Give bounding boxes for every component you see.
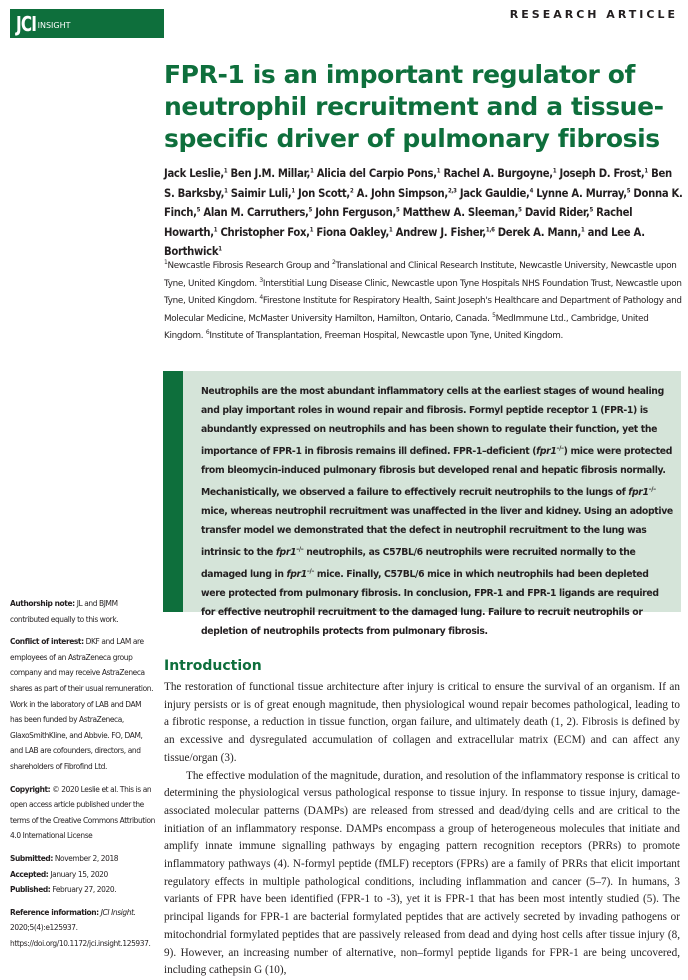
affiliation-number: 6 <box>205 329 210 337</box>
affiliation-text: Newcastle Fibrosis Research Group and <box>167 261 332 271</box>
accepted-date: Accepted: January 15, 2020 <box>10 868 108 879</box>
author-affiliation-marker: 1 <box>552 167 557 175</box>
author-affiliation-marker: 1 <box>213 225 218 233</box>
affiliation-text: Institute of Transplantation, Freeman Hospital, Newcastle upon Tyne, United Kingdom. <box>209 331 563 341</box>
author-affiliation-marker: 5 <box>396 206 400 214</box>
abstract-accent-bar <box>163 371 183 612</box>
author-name: Saimir Luli, <box>230 186 292 200</box>
affiliation-text: MedImmune Ltd., Cambridge, United Kingdom. <box>164 313 649 341</box>
intro-paragraph: The effective modulation of the magnitude, duration, and resolution of the inflammatory response is critical to determining the physiological versus pathological response to tissue injury. In response to tissue injury, damage-associated molecular patterns (DAMPs) are released from stressed and dead/dying cells and are critical to the initiation of an inflammatory response. DAMPs encompass a group of heterogeneous molecules that initiate and amplify innate immune signalling pathways by engaging pattern recognition receptors (PRRs) to promote inflammatory pathways (4). N-formyl peptide (fMLF) receptors (FPRs) are a family of PRRs that elicit important regulatory effects in multiple pathological conditions, including inflammation and cancer (5–7). In humans, 3 variants of FPR have been identified (FPR-1 to -3), yet it is FPR-1 that has been most intently studied (5). The principal ligands for FPR-1 are bacterial formylated peptides that are actively secreted by invading pathogens or mitochondrial formylated peptides that are passively released from dead and dying host cells after tissue injury (8, 9). However, an increasing number of alternative, non–formyl peptide ligands for FPR-1 are being uncovered, including cathepsin G (10), <box>164 769 680 977</box>
author-name: and Lee A. Borthwick <box>164 225 645 258</box>
affiliation-text: Interstitial Lung Disease Clinic, Newcastle upon Tyne Hospitals NHS Foundation Trust, Newcastle upon Tyne, United Kingdom. <box>164 278 682 306</box>
authorship-note: Authorship note: JL and BJMM contributed equally to this work. <box>10 598 119 624</box>
article-title: FPR-1 is an important regulator of neutrophil recruitment and a tissue-specific driver of pulmonary fibrosis <box>164 60 664 153</box>
author-affiliation-marker: 5 <box>518 206 522 214</box>
author-name: Jack Leslie, <box>164 167 224 180</box>
abstract-box <box>163 371 681 638</box>
author-affiliation-marker: 1 <box>223 167 228 175</box>
author-name: Alan M. Carruthers, <box>203 206 309 219</box>
logo-jci-text: JCI <box>16 11 37 36</box>
introduction-heading: Introduction <box>164 658 262 674</box>
affiliation-number: 3 <box>259 276 263 284</box>
author-name: Ben J.M. Millar, <box>230 167 311 180</box>
author-affiliation-marker: 1 <box>291 186 295 194</box>
author-name: Lynne A. Murray, <box>536 186 627 200</box>
author-affiliation-marker: 1 <box>436 167 441 175</box>
article-type-label: RESEARCH ARTICLE <box>509 8 678 21</box>
author-name: Donna K. Finch, <box>164 186 683 219</box>
author-name: Matthew A. Sleeman, <box>402 206 519 219</box>
doi-link[interactable]: 2020;5(4):e125937. https://doi.org/10.1172/jci.insight.125937. <box>10 922 151 948</box>
author-affiliation-marker: 5 <box>626 186 631 194</box>
dates <box>10 851 155 898</box>
conflict-of-interest: Conflict of interest: DKF and LAM are employees of an AstraZeneca group company and may receive AstraZeneca shares as part of their usual remuneration. Work in the laboratory of LAB and DAM has been funded by AstraZeneca, GlaxoSmithKline, and Abbvie. FO, DAM, and LAB are cofounders, directors, and shareholders of Fibrofind Ltd. <box>10 636 154 771</box>
author-name: Christopher Fox, <box>220 225 310 239</box>
author-name: John Ferguson, <box>315 206 396 219</box>
author-affiliation-marker: 1,6 <box>485 225 495 233</box>
author-name: Fiona Oakley, <box>316 225 389 239</box>
author-affiliation-marker: 1 <box>389 225 393 233</box>
author-name: Rachel A. Burgoyne, <box>443 167 553 180</box>
author-affiliation-marker: 2 <box>349 186 354 194</box>
author-name: Rachel Howarth, <box>164 206 633 239</box>
published-date: Published: February 27, 2020. <box>10 884 117 895</box>
author-affiliation-marker: 4 <box>529 186 534 194</box>
author-affiliation-marker: 1 <box>218 245 222 253</box>
abstract-text: Neutrophils are the most abundant inflammatory cells at the earliest stages of wound healing and play important roles in wound repair and fibrosis. Formyl peptide receptor 1 (FPR-1) is abundantly expressed on neutrophils and has been shown to regulate their function, yet the importance of FPR-1 in fibrosis remains ill defined. FPR-1–deficient (fpr1–/–) mice were protected from bleomycin-induced pulmonary fibrosis but developed renal and hepatic fibrosis normally. Mechanistically, we observed a failure to effectively recruit neutrophils to the lungs of fpr1–/– mice, whereas neutrophil recruitment was unaffected in the liver and kidney. Using an adoptive transfer model we demonstrated that the defect in neutrophil recruitment to the lung was intrinsic to the fpr1–/– neutrophils, as C57BL/6 neutrophils were recruited normally to the damaged lung in fpr1–/– mice. Finally, C57BL/6 mice in which neutrophils had been depleted were protected from pulmonary fibrosis. In conclusion, FPR-1 and FPR-1 ligands are required for effective neutrophil recruitment to the damaged lung. Failure to recruit neutrophils or depletion of neutrophils protects from pulmonary fibrosis. <box>201 386 673 638</box>
author-affiliation-marker: 1 <box>644 167 648 175</box>
affiliation-number: 5 <box>492 311 496 319</box>
author-affiliation-marker: 1 <box>310 167 314 175</box>
copyright-note: Copyright: © 2020 Leslie et al. This is an open access article published under the terms of the Creative Commons Attribution 4.0 International License <box>10 783 155 841</box>
author-affiliation-marker: 5 <box>589 206 593 214</box>
author-name: Alicia del Carpio Pons, <box>316 167 437 180</box>
author-name: Jon Scott, <box>298 186 350 200</box>
author-name: Ben S. Barksby, <box>164 167 672 200</box>
author-name: Jack Gauldie, <box>459 186 530 200</box>
affiliation-text: Firestone Institute for Respiratory Health, Saint Joseph's Healthcare and Department of Pathology and Molecular Medicine, McMaster University Hamilton, Hamilton, Ontario, Canada. <box>164 296 682 324</box>
logo-insight-text: insight <box>37 16 71 31</box>
author-name: David Rider, <box>524 206 590 219</box>
author-affiliation-marker: 1 <box>309 225 314 233</box>
submitted-date: Submitted: November 2, 2018 <box>10 852 119 863</box>
author-name: Derek A. Mann, <box>497 225 581 239</box>
author-affiliation-marker: 1 <box>224 186 228 194</box>
author-list <box>164 164 684 262</box>
affiliation-number: 1 <box>164 259 168 267</box>
affiliation-text: Translational and Clinical Research Institute, Newcastle University, Newcastle upon Tyne, United Kingdom. <box>164 261 677 289</box>
affiliation-number: 4 <box>259 294 263 302</box>
article-info-sidebar <box>10 596 155 958</box>
author-affiliation-marker: 1 <box>581 225 585 233</box>
author-name: A. John Simpson, <box>356 186 448 200</box>
affiliation-number: 2 <box>331 259 336 267</box>
author-affiliation-marker: 5 <box>308 206 312 214</box>
journal-logo <box>10 9 164 38</box>
reference-information: Reference information: JCI Insight. 2020;5(4):e125937. https://doi.org/10.1172/jci.insight.125937. <box>10 906 151 948</box>
author-name: Andrew J. Fisher, <box>395 225 486 239</box>
author-name: Joseph D. Frost, <box>559 167 645 180</box>
author-affiliation-marker: 5 <box>196 206 201 214</box>
intro-paragraph: The restoration of functional tissue architecture after injury is critical to ensure the survival of an organism. If an injury persists or is of great enough magnitude, then physiological wound repair becomes pathological, leading to a fibrotic response, a reduction in tissue function, organ failure, and ultimately death (1, 2). Fibrosis is defined by an excessive and dysregulated accumulation of collagen and extracellular matrix (ECM) and can affect any tissue/organ (3). <box>164 681 680 764</box>
affiliations <box>164 258 684 346</box>
introduction-body <box>164 679 680 980</box>
author-affiliation-marker: 2,3 <box>447 186 457 194</box>
